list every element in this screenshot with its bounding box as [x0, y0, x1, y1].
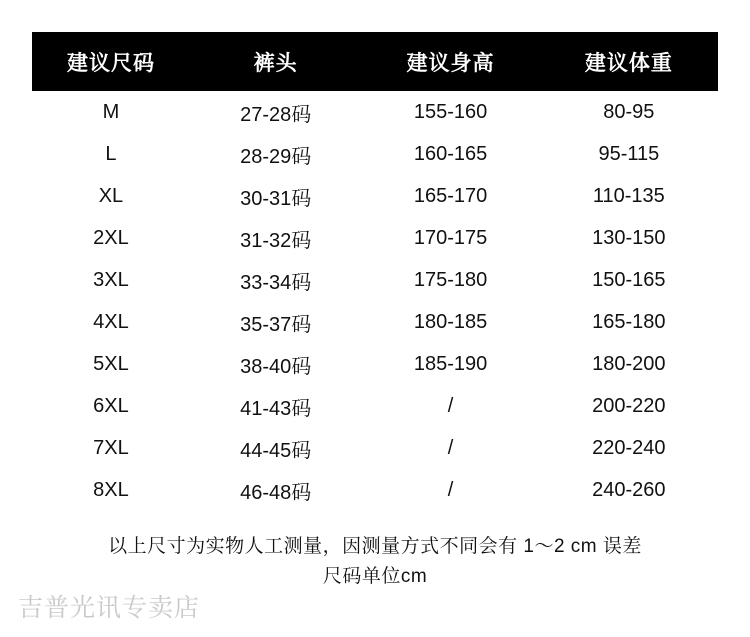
- table-row: [32, 133, 718, 175]
- table-row: [32, 385, 718, 427]
- table-row: [32, 343, 718, 385]
- column-header-size: 建议尺码: [66, 51, 155, 75]
- cell-waist: 41-43码: [190, 385, 362, 427]
- cell-weight: 180-200: [540, 343, 718, 385]
- table-row: [32, 259, 718, 301]
- table-row: [32, 91, 718, 133]
- column-header-height: 建议身高: [406, 51, 495, 75]
- cell-waist: 44-45码: [190, 427, 362, 469]
- cell-size: XL: [32, 175, 190, 217]
- table-row: [32, 175, 718, 217]
- cell-height: 175-180: [361, 259, 539, 301]
- size-chart-table: [32, 32, 718, 511]
- cell-weight: 130-150: [540, 217, 718, 259]
- table-header-row: [32, 32, 718, 91]
- cell-height: 165-170: [361, 175, 539, 217]
- cell-weight: 150-165: [540, 259, 718, 301]
- cell-height: 180-185: [361, 301, 539, 343]
- cell-height: 170-175: [361, 217, 539, 259]
- cell-waist: 27-28码: [190, 91, 362, 133]
- cell-height: /: [361, 469, 539, 511]
- cell-size: 8XL: [32, 469, 190, 511]
- cell-weight: 200-220: [540, 385, 718, 427]
- cell-waist: 28-29码: [190, 133, 362, 175]
- cell-waist: 46-48码: [190, 469, 362, 511]
- measurement-unit-note: 尺码单位cm: [322, 566, 428, 587]
- cell-size: L: [32, 133, 190, 175]
- cell-size: M: [32, 91, 190, 133]
- cell-weight: 165-180: [540, 301, 718, 343]
- cell-weight: 220-240: [540, 427, 718, 469]
- cell-size: 4XL: [32, 301, 190, 343]
- column-header-weight: 建议体重: [584, 51, 673, 75]
- cell-weight: 110-135: [540, 175, 718, 217]
- cell-size: 5XL: [32, 343, 190, 385]
- cell-height: /: [361, 385, 539, 427]
- column-header-waist: 裤头: [253, 51, 298, 75]
- cell-size: 6XL: [32, 385, 190, 427]
- cell-height: 160-165: [361, 133, 539, 175]
- cell-height: 155-160: [361, 91, 539, 133]
- cell-weight: 80-95: [540, 91, 718, 133]
- table-row: [32, 217, 718, 259]
- table-body: [32, 91, 718, 511]
- cell-weight: 95-115: [540, 133, 718, 175]
- measurement-note: [0, 532, 750, 592]
- table-row: [32, 469, 718, 511]
- cell-size: 7XL: [32, 427, 190, 469]
- table-row: [32, 301, 718, 343]
- cell-waist: 38-40码: [190, 343, 362, 385]
- cell-height: 185-190: [361, 343, 539, 385]
- cell-waist: 35-37码: [190, 301, 362, 343]
- table-header: [32, 32, 718, 91]
- cell-size: 2XL: [32, 217, 190, 259]
- store-watermark: 吉普光讯专卖店: [18, 595, 201, 622]
- cell-size: 3XL: [32, 259, 190, 301]
- cell-waist: 33-34码: [190, 259, 362, 301]
- cell-weight: 240-260: [540, 469, 718, 511]
- measurement-note-line-1: 以上尺寸为实物人工测量，因测量方式不同会有 1～2 cm 误差: [108, 536, 642, 557]
- cell-waist: 30-31码: [190, 175, 362, 217]
- cell-waist: 31-32码: [190, 217, 362, 259]
- table-row: [32, 427, 718, 469]
- cell-height: /: [361, 427, 539, 469]
